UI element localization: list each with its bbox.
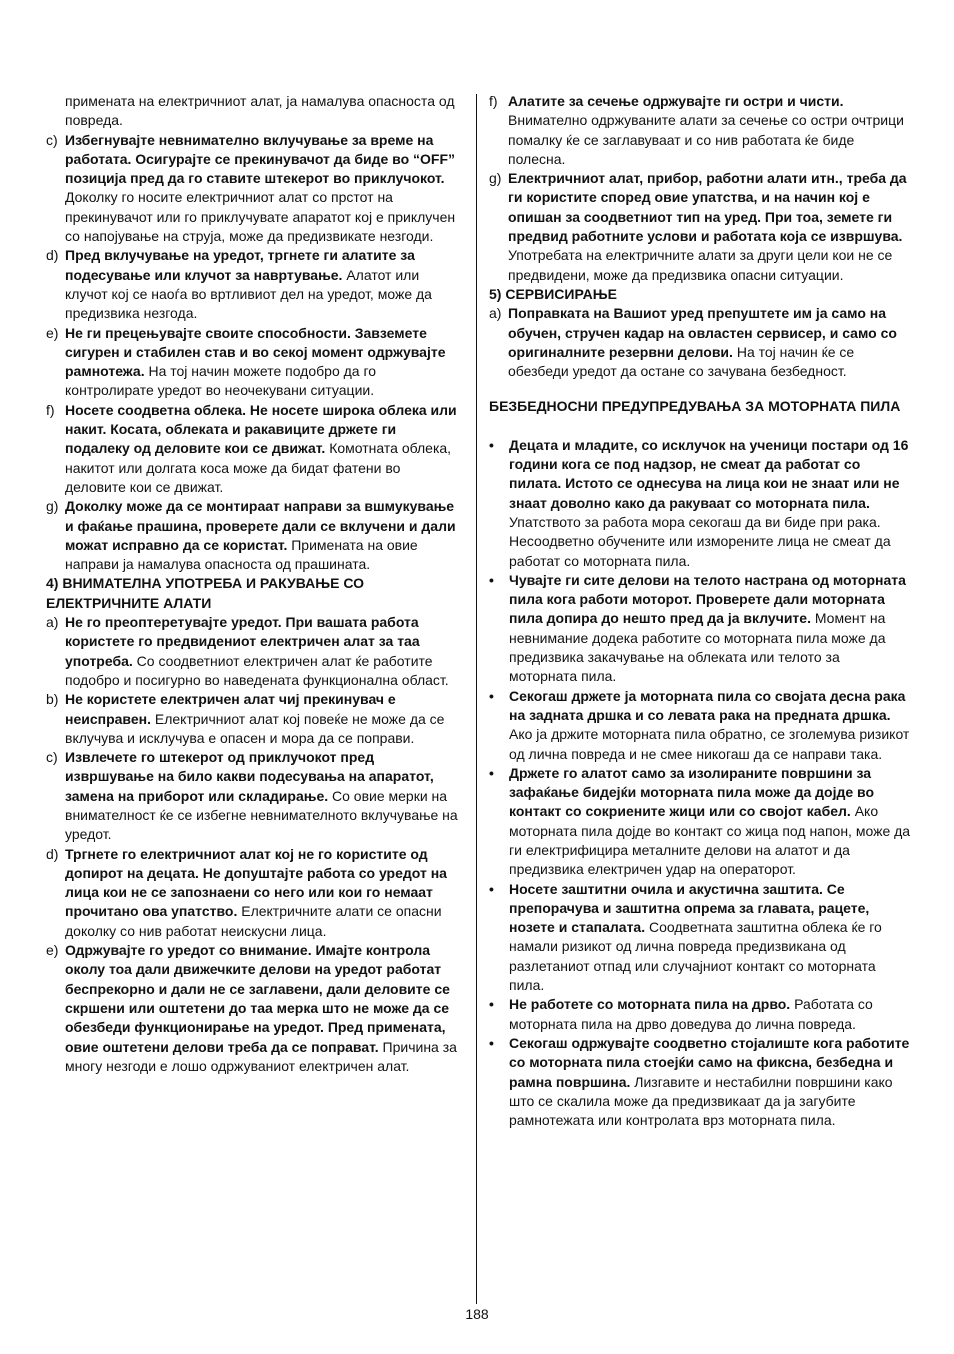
bullet-item: [489, 764, 911, 880]
item-text: На тој начин ќе се обезбеди уредот да остане со зачувана безбедност.: [508, 343, 855, 380]
list-item: [489, 304, 911, 381]
item-bold-text: Децата и младите, со исклучок на ученици постари од 16 години кога се под надзор, не смеат да работат со пилата. Истото се однесува на лица кои не знаат или не знаат доволно како да ракуваат со моторната пила.: [509, 436, 909, 511]
list-item: [46, 324, 464, 401]
item-bold-text: Пред вклучување на уредот, тргнете ги алатите за подесување или клучот за навртување.: [65, 247, 415, 283]
intro-paragraph: примената на електричниот алат, ја намалува опасноста од повреда.: [65, 93, 455, 129]
item-marker: c): [46, 749, 58, 766]
item-text: Електричните алати се опасни доколку со нив работат неискусни лица.: [65, 903, 442, 939]
item-text: Употребата на електричните алати за други цели кои не се предвидени, може да предизвика опасни ситуации.: [508, 247, 893, 283]
page-number: 188: [465, 1306, 489, 1322]
item-text: Ако ја држите моторната пила обратно, се зголемува ризикот од лична повреда и не смее никогаш да се направи така.: [509, 726, 910, 762]
item-bold-text: Секогаш одржувајте соодветно стојалиште кога работите со моторната пила стоејќи само на фиксна, безбедна и рамна површина.: [509, 1034, 910, 1090]
item-marker: f): [489, 93, 498, 109]
item-text: Соодветната заштитна облека ќе го намали ризикот од лична повреда предизвикана од разлетаниот отпад или случајниот контакт со моторната пила.: [509, 919, 882, 994]
item-bold-text: Не работете со моторната пила на дрво.: [509, 996, 791, 1013]
bullet-icon: •: [489, 1034, 494, 1051]
section-heading: 5) СЕРВИСИРАЊЕ: [489, 285, 617, 302]
list-item: [489, 92, 911, 169]
item-text: Ако моторната пила дојде во контакт со жица под напон, може да ги електрифицира металните делови на алатот и да предизвика електричен удар на операторот.: [509, 803, 911, 878]
item-text: На тој начин можете подобро да го контролирате уредот во неочекувани ситуации.: [65, 363, 377, 399]
bullet-icon: •: [489, 687, 494, 704]
list-item: [46, 613, 464, 690]
list-item: [46, 497, 464, 574]
item-bold-text: Носете соодветна облека. Не носете широка облека или накит. Косата, облеката и ракавиците држете ги подалеку од деловите кои се движат.: [65, 401, 457, 457]
item-marker: e): [46, 324, 59, 341]
right-column: [489, 92, 911, 1130]
item-text: Со овие мерки на внимателност ќе се избегне невнимателното вклучување на уредот.: [65, 787, 458, 843]
item-bold-text: Држете го алатот само за изолираните површини за зафаќање бидејќи моторната пила може да дојде во контакт со сокриените жици или со својот кабел.: [509, 764, 875, 820]
bullet-icon: •: [489, 764, 494, 781]
item-text: Внимателно одржуваните алати за сечење со остри очтрици помалку ќе се заглавуваат и со нив работата ќе биде полесна.: [508, 112, 904, 167]
item-text: Лизгавите и нестабилни површини како што се скалила може да предизвикаат да ја загубите рамнотежата или контролата врз моторната пила.: [509, 1073, 893, 1129]
chainsaw-warnings-heading: БЕЗБЕДНОСНИ ПРЕДУПРЕДУВАЊА ЗА МОТОРНАТА ПИЛА: [489, 398, 901, 415]
item-text: Комотната облека, накитот или долгата коса може да бидат фатени во деловите кои се движат.: [65, 440, 452, 495]
list-item: [46, 401, 464, 497]
list-item: [46, 131, 464, 247]
item-bold-text: Алатите за сечење одржувајте ги остри и чисти.: [508, 93, 844, 109]
bullet-icon: •: [489, 880, 494, 897]
list-item: [46, 246, 464, 323]
item-text: Алатот или клучот кој се наоѓа во вртливиот дел на уредот, може да предизвика незгода.: [65, 266, 432, 322]
item-marker: e): [46, 942, 59, 959]
item-bold-text: Електричниот алат, прибор, работни алати итн., треба да ги користите според овие упатства, и на начин кој е опишан за соодветниот тип на уред. При тоа, земете ги предвид работните услови и работата која се извршува.: [508, 170, 907, 245]
item-marker: g): [46, 498, 59, 515]
bullet-item: [489, 1034, 911, 1130]
list-item: [46, 748, 464, 844]
item-marker: a): [489, 305, 502, 322]
list-item: [46, 845, 464, 941]
item-marker: d): [46, 845, 59, 862]
bullet-icon: •: [489, 571, 494, 588]
item-marker: d): [46, 247, 59, 264]
item-bold-text: Носете заштитни очила и акустична заштита. Се препорачува и заштитна опрема за главата, рацете, нозете и стапалата.: [509, 880, 870, 936]
bullet-item: [489, 687, 911, 764]
column-divider: [476, 94, 477, 1304]
bullet-item: [489, 880, 911, 996]
item-bold-text: Извлечете го штекерот од приклучокот пред извршување на било какви подесувања на апаратот, замена на приборот или складирање.: [65, 749, 434, 804]
bullet-icon: •: [489, 436, 494, 453]
section-heading: 4) ВНИМАТЕЛНА УПОТРЕБА И РАКУВАЊЕ СО ЕЛЕКТРИЧНИТЕ АЛАТИ: [46, 575, 364, 611]
item-bold-text: Доколку може да се монтираат направи за вшмукување и фаќање прашина, проверете дали се вклучени и дали можат исправно да се користат.: [65, 498, 456, 553]
item-text: Причина за многу незгоди е лошо одржуваниот електричен алат.: [65, 1038, 457, 1074]
item-bold-text: Избегнувајте невнимателно вклучување за време на работата. Осигурајте се прекинувачот да биде во “OFF” позиција пред да го ставите штекерот во приклучокот.: [65, 131, 456, 187]
bullet-item: [489, 571, 911, 687]
item-marker: f): [46, 401, 55, 418]
item-text: Момент на невнимание додека работите со моторната пила може да предизвика закачување на облеката или телото за моторната пила.: [509, 610, 886, 685]
item-bold-text: Поправката на Вашиот уред препуштете им ја само на обучен, стручен кадар на овластен сервисер, и само со оригиналните резервни делови.: [508, 305, 897, 360]
item-text: Електричниот алат кој повеќе не може да се вклучува и исклучува е опасен и мора да се поправи.: [65, 710, 445, 746]
list-item: [46, 690, 464, 748]
item-bold-text: Тргнете го електричниот алат кој не го користите од допирот на децата. Не допуштајте работа со уредот на лица кои не се запознаени со него или кои го немаат прочитано ова упатство.: [65, 845, 447, 920]
item-marker: c): [46, 131, 58, 148]
bullet-item: [489, 436, 911, 571]
item-bold-text: Не го преоптеретувајте уредот. При вашата работа користете го предвидениот електричен алат за таа употреба.: [65, 614, 420, 669]
item-bold-text: Одржувајте го уредот со внимание. Имајте контрола околу тоа дали движечките делови на уредот работат беспрекорно и дали не се заглавени, дали деловите се скршени или оштетени до таа мерка што не може да се обезбеди функционирање на уредот. Пред примената, овие оштетени делови треба да се поправат.: [65, 942, 450, 1055]
item-bold-text: Не ги прецењувајте своите способности. Завземете сигурен и стабилен став и во секој момент одржувајте рамнотежа.: [65, 324, 446, 380]
list-item: [46, 941, 464, 1076]
item-bold-text: Секогаш држете ја моторната пила со својата десна рака на задната дршка и со левата рака на предната дршка.: [509, 687, 906, 723]
item-bold-text: Чувајте ги сите делови на телото настрана од моторната пила кога работи моторот. Проверете дали моторната пила допира до нешто пред да ја вклучите.: [509, 571, 906, 627]
item-text: Работата со моторната пила на дрво доведува до лична повреда.: [509, 996, 873, 1032]
list-item: [489, 169, 911, 285]
left-column: [46, 92, 464, 1076]
bullet-item: [489, 995, 911, 1034]
item-text: Доколку го носите електричниот алат со прстот на прекинувачот или го приклучувате апаратот кој е приклучен со напојување на струја, може да предизвикате незгоди.: [65, 189, 456, 245]
item-text: Упатството за работа мора секогаш да ви биде при рака. Несоодветно обучените или изморените лица не смеат да работат со моторната пила.: [509, 513, 891, 569]
item-text: Примената на овие направи ја намалува опасноста од прашината.: [65, 536, 418, 573]
item-marker: a): [46, 614, 59, 631]
item-marker: b): [46, 691, 59, 708]
bullet-icon: •: [489, 996, 494, 1013]
item-bold-text: Не користете електричен алат чиј прекинувач е неисправен.: [65, 691, 396, 727]
item-marker: g): [489, 170, 502, 187]
item-text: Со соодветниот електричен алат ќе работите подобро и посигурно во наведената функционална област.: [65, 652, 449, 688]
